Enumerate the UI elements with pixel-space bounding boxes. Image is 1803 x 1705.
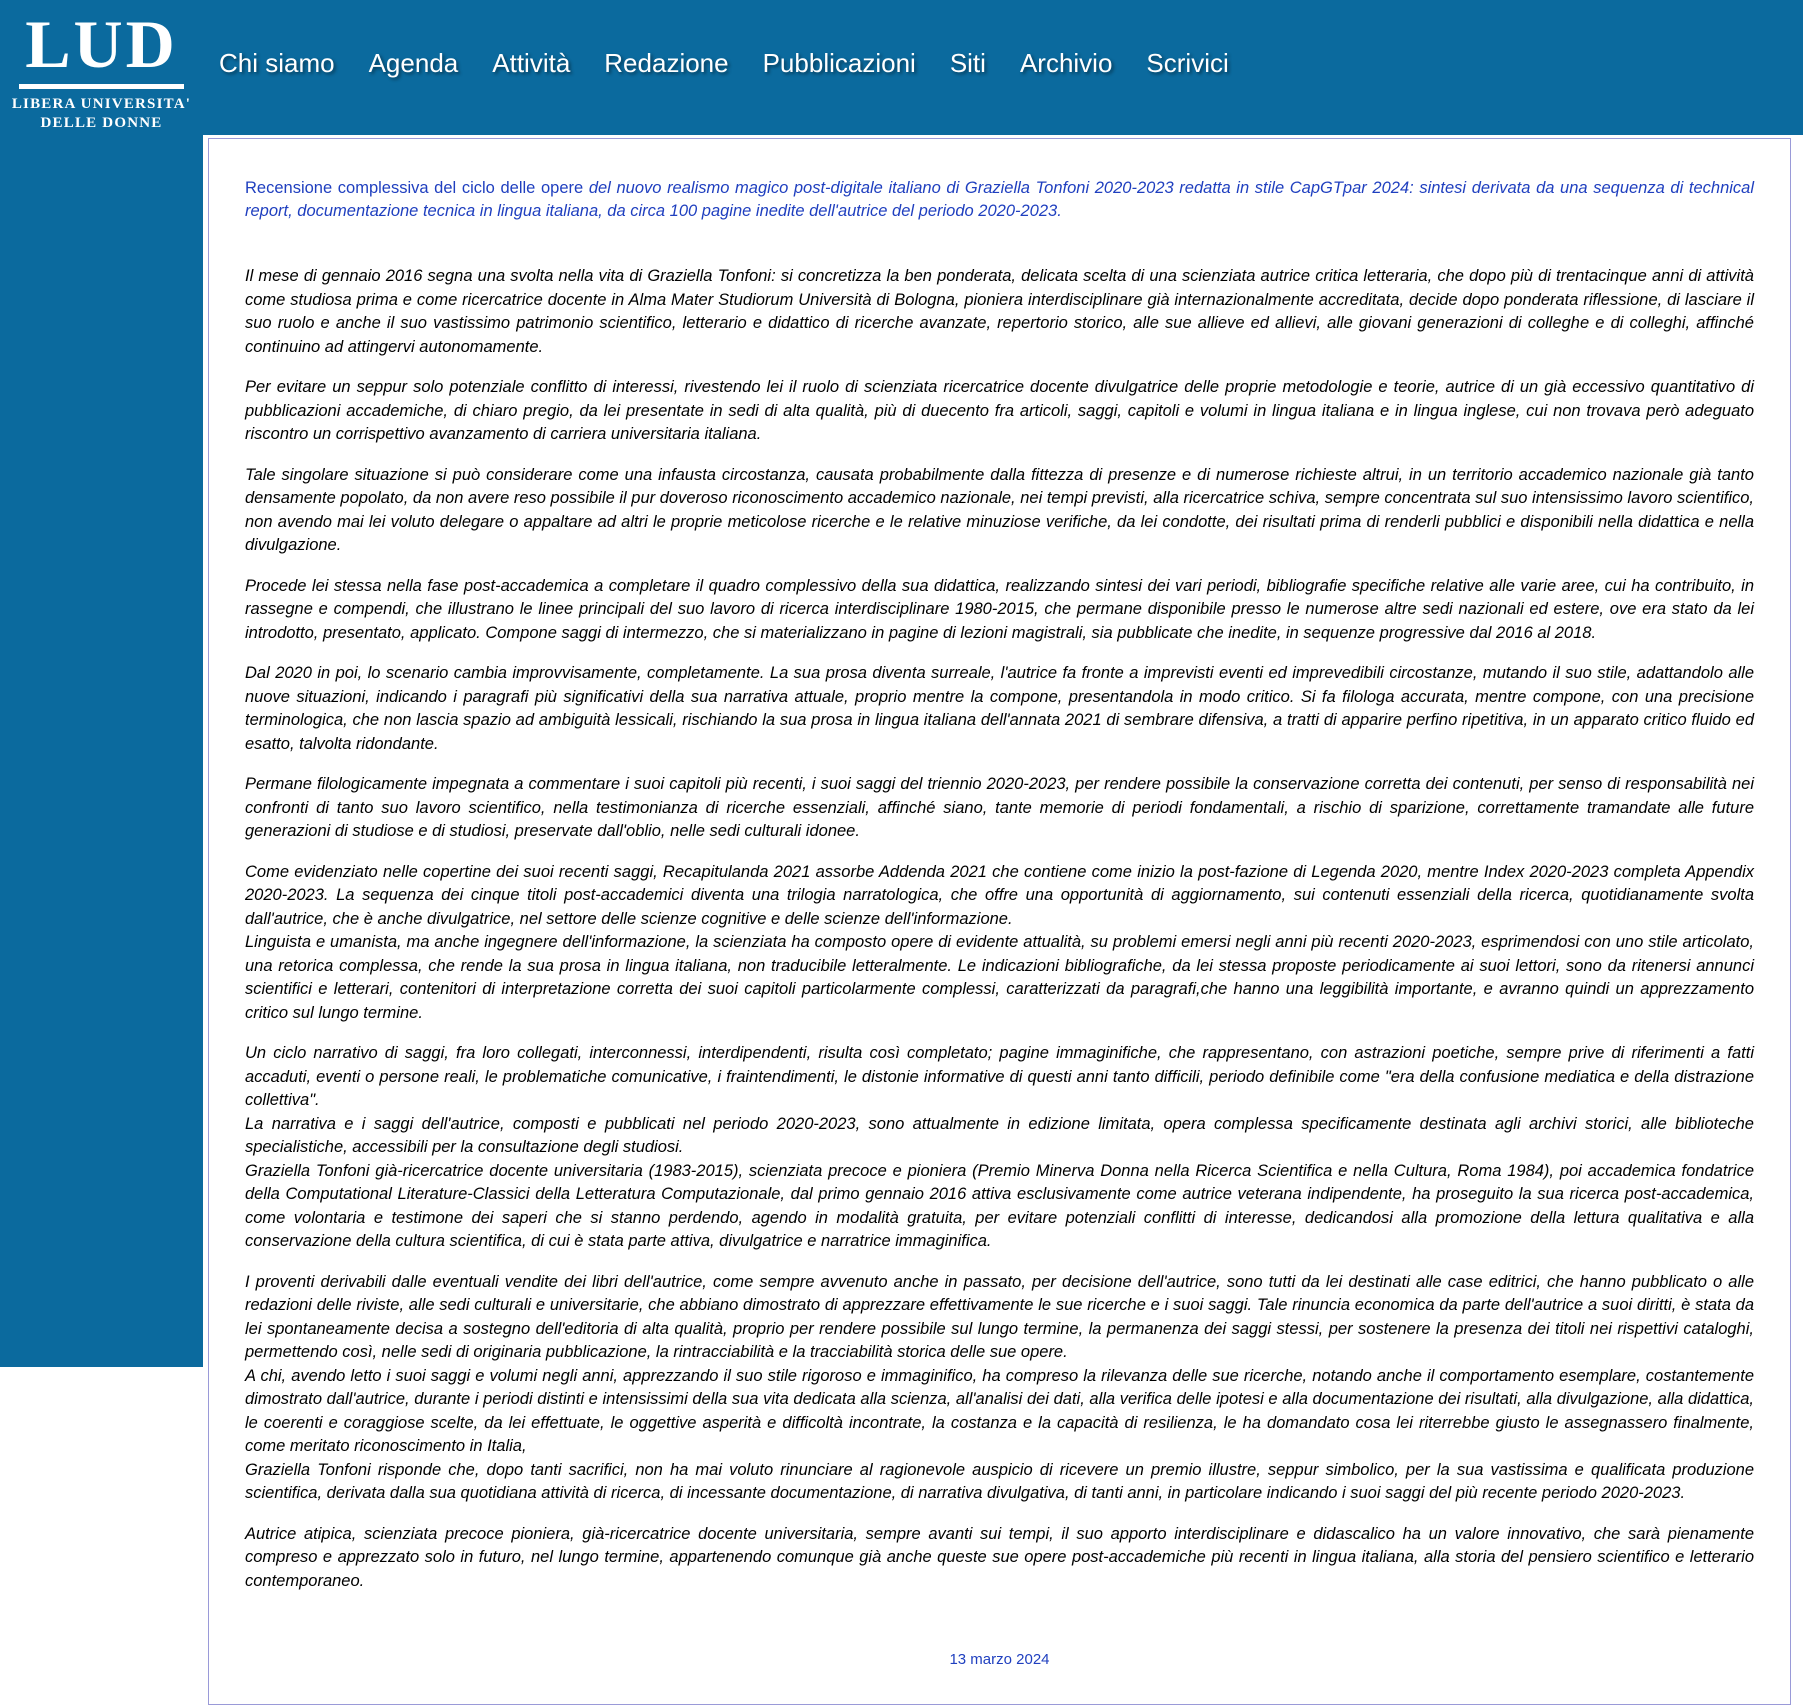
left-blue-stripe xyxy=(0,0,203,1367)
logo-subtitle xyxy=(0,95,203,133)
article-paragraph: Linguista e umanista, ma anche ingegnere dell'informazione, la scienziata ha composto opere di evidente attualità, su problemi emersi negli anni più recenti 2020-2023, esprimendosi con uno stile articolato, una retorica complessa, che rende la sua prosa in lingua italiana, non traducibile letteralmente. Le indicazioni bibliografiche, da lei stessa proposte periodicamente ai suoi lettori, sono da ritenersi annunci scientifici e letterari, contenitori di interpretazione corretta dei suoi capitoli particolarmente complessi, caratterizzati da paragrafi,che hanno una leggibilità importante, e avranno quindi un apprezzamento critico sul lungo termine. xyxy=(245,933,1754,1022)
site-logo[interactable] xyxy=(0,0,203,135)
article-paragraph: Permane filologicamente impegnata a commentare i suoi capitoli più recenti, i suoi saggi del triennio 2020-2023, per rendere possibile la conservazione corretta dei contenuti, per senso di responsabilità nei confronti di tanto suo lavoro scientifico, nella testimonianza di ricerche essenziali, affinché siano, tante memorie di periodi fondamentali, a rischio di sparizione, correttamente tramandate alle future generazioni di studiose e di studiosi, preservate dall'oblio, nelle sedi culturali idonee. xyxy=(245,775,1754,840)
nav-item-archivio[interactable]: Archivio xyxy=(1019,48,1113,78)
nav-item-attivita[interactable]: Attività xyxy=(492,48,571,78)
logo-subtitle-line1: LIBERA UNIVERSITA' xyxy=(11,96,192,112)
logo-acronym: LUD xyxy=(19,4,184,89)
article-container xyxy=(208,138,1791,1705)
logo-subtitle-line2: DELLE DONNE xyxy=(40,115,163,131)
nav-item-siti[interactable]: Siti xyxy=(949,48,986,78)
article-date: 13 marzo 2024 xyxy=(949,1651,1050,1668)
article-title-lead: Recensione complessiva del ciclo delle opere xyxy=(245,179,584,197)
article-title-rest: del nuovo realismo magico post-digitale italiano di Graziella Tonfoni 2020-2023 redatta in stile CapGTpar 2024: sintesi derivata da una sequenza di technical report, documentazione tecnica in lingua italiana, da circa 100 pagine inedite dell'autrice del periodo 2020-2023. xyxy=(245,179,1755,220)
article-paragraph: Graziella Tonfoni già-ricercatrice docente universitaria (1983-2015), scienziata precoce e pioniera (Premio Minerva Donna nella Ricerca Scientifica e nella Cultura, Roma 1984), poi accademica fondatrice della Computational Literature-Classici della Letteratura Computazionale, dal primo gennaio 2016 attiva esclusivamente come autrice veterana indipendente, ha proseguito la sua ricerca post-accademica, come volontaria e testimone dei saperi che si stanno perdendo, agendo in modalità gratuita, per evitare potenziali conflitti di interesse, dedicandosi alla promozione della lettura qualitativa e alla conservazione della cultura scientifica, di cui è stata parte attiva, divulgatrice e narratrice immaginifica. xyxy=(245,1161,1754,1250)
nav-item-pubblicazioni[interactable]: Pubblicazioni xyxy=(762,48,916,78)
article-paragraph: Procede lei stessa nella fase post-accademica a completare il quadro complessivo della sua didattica, realizzando sintesi dei vari periodi, bibliografie specifiche relative alle varie aree, cui ha contribuito, in rassegne e compendi, che illustrano le linee principali del suo lavoro di ricerca interdisciplinare 1980-2015, che permane disponibile presso le numerose altre sedi nazionali ed estere, ove era stato da lei introdotto, presentato, applicato. Compone saggi di intermezzo, che si materializzano in pagine di lezioni magistrali, sia pubblicate che inedite, in sequenze progressive dal 2016 al 2018. xyxy=(245,576,1754,642)
article-title xyxy=(245,177,1754,223)
article-paragraph: Un ciclo narrativo di saggi, fra loro collegati, interconnessi, interdipendenti, risulta così completato; pagine immaginifiche, che rappresentano, con astrazioni poetiche, sempre prive di riferimenti a fatti accaduti, eventi o persone reali, le problematiche comunicative, i fraintendimenti, le distonie informative di questi anni tanto difficili, periodo definibile come "era della confusione mediatica e della distrazione collettiva". xyxy=(245,1044,1754,1109)
article-paragraph: La narrativa e i saggi dell'autrice, composti e pubblicati nel periodo 2020-2023, sono attualmente in edizione limitata, opera complessa specificamente destinata agli archivi storici, alle biblioteche specialistiche, accessibili per la consultazione degli studiosi. xyxy=(245,1114,1754,1156)
article-paragraph: I proventi derivabili dalle eventuali vendite dei libri dell'autrice, come sempre avvenuto anche in passato, per decisione dell'autrice, sono tutti da lei destinati alle case editrici, che hanno pubblicato o alle redazioni delle riviste, alle sedi culturali e universitarie, che abbiano dimostrato di apprezzare effettivamente le sue ricerche e i suoi saggi. Tale rinuncia economica da parte dell'autrice a suoi diritti, è stata da lei spontaneamente decisa a sostegno dell'editoria di alta qualità, proprio per rendere possibile sul lungo termine, la permanenza dei saggi stessi, per sostenere la presenza dei titoli nei rispettivi cataloghi, permettendo così, nelle sedi di originaria pubblicazione, la rintracciabilità e la tracciabilità storica delle sue opere. xyxy=(245,1272,1754,1361)
nav-item-chi-siamo[interactable]: Chi siamo xyxy=(219,48,335,78)
article-paragraph: Dal 2020 in poi, lo scenario cambia improvvisamente, completamente. La sua prosa diventa surreale, l'autrice fa fronte a imprevisti eventi ed imprevedibili circostanze, mutando il suo stile, adattandolo alle nuove situazioni, indicando i paragrafi più significativi della sua narrativa attuale, proprio mentre la compone, presentandola in modo critico. Si fa filologa accurata, mentre compone, con una precisione terminologica, che non lascia spazio ad ambiguità lessicali, rischiando la sua prosa in lingua italiana dell'annata 2021 di sembrare difensiva, a tratti di apparire perfino ripetitiva, in un apparato critico fluido ed esatto, talvolta ridondante. xyxy=(245,664,1754,753)
nav-item-scrivici[interactable]: Scrivici xyxy=(1146,48,1229,78)
nav-item-redazione[interactable]: Redazione xyxy=(604,48,729,78)
article-paragraph: Tale singolare situazione si può considerare come una infausta circostanza, causata probabilmente dalla fittezza di presenze e di numerose richieste altrui, in un territorio accademico nazionale già tanto densamente popolato, da non avere reso possibile il pur doveroso riconoscimento accademico nazionale, nei tempi previsti, alla ricercatrice schiva, sempre concentrata sul suo intensissimo lavoro scientifico, non avendo mai lei voluto delegare o appaltare ad altri le proprie meticolose ricerche e le relative minuziose verifiche, da lei condotte, dei risultati prima di renderli pubblici e disponibili nella didattica e nella divulgazione. xyxy=(245,465,1754,554)
article-paragraph: Per evitare un seppur solo potenziale conflitto di interessi, rivestendo lei il ruolo di scienziata ricercatrice docente divulgatrice delle proprie metodologie e teorie, autrice di un già eccessivo quantitativo di pubblicazioni accademiche, di chiaro pregio, da lei presentate in sedi di alta qualità, più di duecento fra articoli, saggi, capitoli e volumi in lingua italiana e in lingua inglese, cui non trovava però adeguato riscontro un corrispettivo avanzamento di carriera universitaria italiana. xyxy=(245,378,1754,443)
article-paragraph: Come evidenziato nelle copertine dei suoi recenti saggi, Recapitulanda 2021 assorbe Addenda 2021 che contiene come inizio la post-fazione di Legenda 2020, mentre Index 2020-2023 completa Appendix 2020-2023. La sequenza dei cinque titoli post-accademici diventa una trilogia narratologica, che offre una opportunità di aggiornamento, sui contenuti essenziali della ricerca, quotidianamente svolta dall'autrice, che è anche divulgatrice, nel settore delle scienze cognitive e delle scienze dell'informazione. xyxy=(245,862,1754,928)
article-paragraph: Il mese di gennaio 2016 segna una svolta nella vita di Graziella Tonfoni: si concretizza la ben ponderata, delicata scelta di una scienziata autrice critica letteraria, che dopo più di trentacinque anni di attività come studiosa prima e come ricercatrice docente in Alma Mater Studiorum Università di Bologna, pioniera interdisciplinare già internazionalmente accreditata, decide dopo ponderata riflessione, di lasciare il suo ruolo e anche il suo vastissimo patrimonio scientifico, letterario e didattico di ricerche avanzate, repertorio storico, alle sue allieve ed allievi, alle giovani generazioni di colleghe e di colleghi, affinché continuino ad attingervi autonomamente. xyxy=(245,267,1754,356)
article-paragraph: A chi, avendo letto i suoi saggi e volumi negli anni, apprezzando il suo stile rigoroso e immaginifico, ha compreso la rilevanza delle sue ricerche, notando anche il comportamento esemplare, costantemente dimostrato dall'autrice, durante i periodi distinti e intensissimi della sua vita dedicata alla scienza, all'analisi dei dati, alla verifica delle ipotesi e alla documentazione dei risultati, alla divulgazione, alla didattica, le coerenti e coraggiose scelte, da lei effettuate, le oggettive asperità e difficoltà incontrate, la costanza e la capacità di resilienza, le ha domandato cosa lei riterrebbe giusto le assegnassero finalmente, come meritato riconoscimento in Italia, xyxy=(245,1366,1754,1455)
article-paragraph: Autrice atipica, scienziata precoce pioniera, già-ricercatrice docente universitaria, sempre avanti sui tempi, il suo apporto interdisciplinare e didascalico ha un valore innovativo, che sarà pienamente compreso e apprezzato solo in futuro, nel lungo termine, appartenendo comunque già anche queste sue opere post-accademiche più recenti in lingua italiana, alla storia del pensiero scientifico e letterario contemporaneo. xyxy=(245,1524,1754,1590)
article-paragraph: Graziella Tonfoni risponde che, dopo tanti sacrifici, non ha mai voluto rinunciare al ragionevole auspicio di ricevere un premio illustre, seppur simbolico, per la sua vastissima e qualificata produzione scientifica, derivata dalla sua quotidiana attività di ricerca, di incessante documentazione, di narrativa divulgativa, di tanti anni, in particolare indicando i suoi saggi del più recente periodo 2020-2023. xyxy=(245,1460,1754,1502)
nav-item-agenda[interactable]: Agenda xyxy=(368,48,459,78)
main-navigation xyxy=(203,0,1803,79)
site-header xyxy=(0,0,1803,135)
article-body xyxy=(245,265,1754,1593)
